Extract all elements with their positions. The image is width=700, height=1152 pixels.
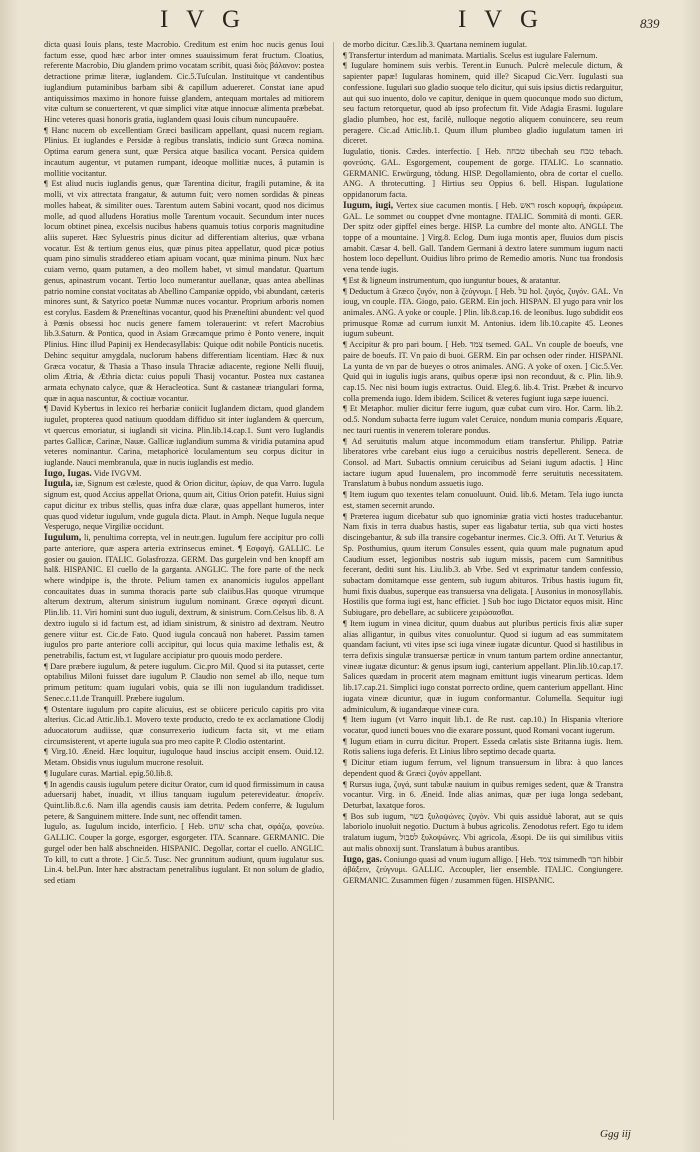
dictionary-entry [343,276,623,287]
running-head-left: I V G [160,6,247,33]
printer-signature: Ggg iij [600,1128,631,1140]
entry-text: ¶ Bos sub iugum, בשר ξυλοψώνες ζυγόν. Vbi quis assiduè laborat, aut se quis laboriolo inuoluit negotio. Ductum à bubus agricolis. Zenodotus refert. Ego tu idem tralatum iugum, לסבול ξυλοψώνες. Vbi agricola, Æsopi. De iis qui similibus vitiis aut malis obnoxij sunt. Translatum à bubus arantibus. [343,811,623,853]
dictionary-entry [343,61,623,147]
dictionary-entry [343,51,623,62]
entry-text: ¶ Hanc nucem ob excellentiam Græci basilicam appellant, quasi nucem regiam. Plinius. Et iuglandes e Persidæ à regibus translatis, indicio sunt Græca nomina. Optima earum genera sunt, quæ Persica atque basilica vocant. Persica quidem incautum augentur, vt putamen rumpant, ideoque mollitiæ nuces, â putamin is mollitie vocitantur. [44,125,324,178]
dictionary-entry [343,715,623,736]
dictionary-entry [343,437,623,491]
entry-text: ¶ Deductum à Græco ζυγόν, non à ζεύγνυμι. [ Heb. על hol. ζυγός, ζυγόν. GAL. Vn ioug, vn couple. ITA. Giogo, paio. GERM. Ein joch. HISPAN. El yugo para vnir los animales. ANG. A yoke or couple. ] Plin. lib.8.cap.16. de leonibus. Iugo subdidit eos primusque Romæ ad currum iunxit M. Antonius. idem lib.10.capite 45. Leones iugum subeunt. [343,286,623,339]
dictionary-entry [44,179,324,404]
dictionary-entry [343,287,623,341]
dictionary-entry [44,40,324,126]
right-column [343,40,623,1125]
dictionary-entry [343,40,623,51]
page-number: 839 [640,16,660,31]
dictionary-entry [343,512,623,619]
dictionary-entry [44,822,324,886]
entry-text: Iugulo, as. Iugulum incido, interficio. [ Heb. שחט scha chat, σφάζω, φονεύω. GALLIC. Couper la gorge, esgorger, esgorgeter. ITA. Scannare. GERMANIC. Die gurgel oder ben halß abschneiden. HISPANIC. Degollar, cortar el cuello. ANGLIC. To kill, to cutt a throte. ] Cic.5. Tusc. Nec grunnitum audiunt, quum iugulatur sus. Lin.4. bel.Pun. Inter hæc abstractam penetralibus iugulant. Et non solum de gladio, sed etiam [44,822,324,886]
dictionary-entry [343,147,623,201]
entry-lemma: Iugo, Iugas. [44,468,92,479]
entry-text: ¶ Item iugum quo texentes telam conuoluunt. Ouid. lib.6. Metam. Tela iugo iuncta est, stamen secernit arundo. [343,490,623,510]
entry-text: ¶ Dare præbere iugulum, & petere iugulum. Cic.pro Mil. Quod si ita putasset, certe optabilius Miloni fuisset dare iugulum P. Claudio non semel ab illo, neque tum primum petitum: quam iugulari vobis, quia se illi non iugulandum tradidisset. Senec.c.11.de Tranquill. Præbere iugulum. [44,661,324,703]
entry-text: ¶ Accipitur & pro pari boum. [ Heb. צמד tsemed. GAL. Vn couple de boeufs, vne paire de boeufs. IT. Vn paio di buoi. GERM. Ein par ochsen oder rinder. HISPANI. La yunta de vn par de bueyes o otros animales. ANG. A yoke of oxen. ] Cic.5.Ver. Quid qui in iugulis iugis arans, quibus operæ ipsi non reconduut, & c. Plin. lib.9. cap.15. Nec nisi boum iugis extractus. Ouid. Eleg.6. lib.4. Trist. Præbet & incurvo colla premenda iugo. Idem ibidem. Scilicet & veteres fugiunt iuga sæpe iuuenci. [343,340,623,403]
entry-text: ¶ Iugum etiam in curru dicitur. Propert. Esseda cælatis siste Britanna iugis. Item. Rotis saliens iuga deferis. Et Linius libro septimo decade quarta. [343,736,623,757]
column-divider [333,42,334,1120]
entry-text: ¶ Iugulare hominem suis verbis. Terent.in Eunuch. Pulcrè melecule dictum, & sapienter papæ! Iugularas hominem, quid ille? Sicapud Cic.Verr. Iugulasti sua confessione. Iugulari suo gladio suoque telo dicitur, qui suis ipsius dictis redarguitur, aut qui suo inuento, dolo ve capitur, denique in quem quocunque modo suo dictum, seu factum retorquetur, quod ab ipso profectum fit. Vide Adagia Erasmi. Iugulare gladio plumbeo, hoc est, facilè, nulloque negotio aliquem conuincere, seu reum peragere. Cic.ad Attic.lib.1. Quum illum plumbeo gladio iugulatum tamen iri diceret. [343,61,623,146]
running-head-right: I V G [458,6,545,33]
entry-text: ¶ David Kybertus in lexico rei herbariæ coniicit Iuglandem dictam, quod glandem iugulet, propterea quod natiuum quoddam diffiduo sit inter iuglandem & quercum, vt quercus emoriatur, si iuglandi sit vicina. Plin.lib.14.cap.1. Sunt vero Iuglandis partes Gallicæ, Carinæ, Nauæ. Gallicæ iuglandium summa & viridia putamina apud veteres nominantur. Carina, metaphoricè loculamentum seu corpus dicitur in iuglande. Nauci membranula, quæ in nucis iuglandis est medio. [44,404,324,468]
entry-text: li, penultima correpta, vel in neutr.gen. Iugulum fere accipitur pro colli parte anteriore, quæ aspera arteria extrinsecus eminet. ¶ Εσφαγή. GALLIC. Le gosier ou gauion. ITALIC. Golasfrozza. GERM. Das gurgelein vnd ben knopff am halß. HISPANIC. El cuello de la garganta. ANGLIC. The fore parte of the neck where windpipe is, the throte. Pelium tamen ex ananomicis iugulos appellant concauitates duas in summa thoracis parte sub claiibus.Has quoque vtrumque alterum dextrum, alterum sinistrum iugulum nominant. Græce σφαγαὶ dicunt. Plin.lib. 11. Viri homini sunt duo iuguli, dextrum, & sinistrum. Corn.Celsus lib. 8. A dextro iugulo si id factum est, ad idiam sinistrum, & sinistro ad dextram. Neutro genere viitur est. Cic.de Fato. Quod iugula concauâ non haberet. Passim tamen iugulos pro parte anteriore colli accipitur, qui locus quia maxime lethalis est, & penetrabilis, factum est, vt Iugulare accipiatur pro quouis modo perdere. [44,533,324,660]
dictionary-entry [44,662,324,705]
dictionary-entry [44,747,324,768]
dictionary-entry [44,479,324,533]
entry-text: ¶ In agendis causis iugulum petere dicitur Orator, cum id quod firmissimum in causa aduersarij habet, inuadit, vt illius tanquam iugulum peterevideatur. ἀπορεῖν. Quint.lib.8.c.6. Nam illa agendis causis iam detrita. Pedem conferre, & Iugulum petere, & Sanguinem mittere. Inde sunt, nec offendit tamen. [44,779,324,821]
entry-text: ¶ Ostentare iugulum pro capite alicuius, est se obiicere periculo capitis pro vita alterius. Cic.ad Attic.lib.1. Movero texte producto, credo te ex acclamatione Clodij aduocatorum audiisse, quæ consurrexerio iudicum facta sit, vt me etiam circumsisterent, vt aperte iugula sua pro meo capite P. Clodio ostentarint. [44,704,324,746]
entry-text: de morbo dicitur. Cæs.lib.3. Quartana neminem iugulat. [343,40,527,49]
entry-text: ¶ Rursus iuga, ζυγά, sunt tabulæ nauium in quibus remiges sedent, quæ & Transtra vocantur. Virg. in 6. Æneid. Inde alias animas, quæ per iuga longa sedebant, Deturbat, laxatque foros. [343,779,623,811]
entry-lemma: Iugulum, [44,533,82,544]
dictionary-entry [343,758,623,779]
dictionary-entry [343,619,623,715]
left-column [44,40,324,1125]
entry-text: ¶ Item iugum (vt Varro inquit lib.1. de Re rust. cap.10.) In Hispania vlteriore vocatur, quod iuncti boues vno die exarare possunt, quod Romani vocant iugerum. [343,715,623,735]
dictionary-entry [44,469,324,480]
entry-text: ¶ Et Metaphor. mulier dicitur ferre iugum, quæ cubat cum viro. Hor. Carm. lib.2. od.5. Nondum subacta ferre iugum valet Ceruice, nondum munia comparis Æquare, nec tauri ruentis in venerem tolerare pondus. [343,404,623,435]
entry-text: Vertex siue cacumen montis. [ Heb. ראש rosch κορυφή, ἀκρώρεια. GAL. Le sommet ou couppet d'vne montagne. ITALIC. Sommità di monti. GER. Der spitz oder gipffel eines berge. HISP. La cumbre del monte alto. ANGLI. The toppe of a mountaine. ] Virg.8. Eclog. Dum iuga montis aper, fluuios dum piscis amabit. Cæsar 4. bell. Gall. Tandem Germani à dextro latere summum iugum nacti hostem loco depellunt. Ouidius libro primo de Remedio amoris. Nunc tua frondosis vena tende iugis. [343,200,623,275]
entry-lemma: Iugo, gas. [343,854,382,865]
entry-lemma: Iugula, [44,479,73,490]
entry-lemma: Iugum, iugi, [343,200,394,211]
entry-text: ¶ Ad seruitutis malum atque incommodum etiam transfertur. Philipp. Patriæ liberatores vrbe carebant eius iugo a ceruicibus nostris depellerent. Seneca. de Consol. ad Mart. Subactis omnium ceruicibus ad Seiani iugum adactis. ] Hinc iactare iugum apud Iuuenalem, pro incommodè ferre seruitutis necessitatem. Translatum à bubus nondum assuetis iugo. [343,436,623,489]
entry-text: ¶ Virg.10. Æneid. Hæc loquitur, iuguloque haud inscius accipit ensem. Ouid.12. Metam. Obsidis vnus iugulum mucrone resoluit. [44,747,324,768]
entry-text: ¶ Dicitur etiam iugum ferrum, vel lignum transuersum in libra: à quo lances dependent quod & Græci ζυγόν appellant. [343,758,623,778]
entry-text: ¶ Iugulare curas. Martial. epig.50.lib.8. [44,768,173,778]
dictionary-entry [44,769,324,780]
entry-text: ¶ Item iugum in vinea dicitur, quum duabus aut pluribus perticis fixis aliæ super alias alligantur, in quibus vites conuoluntur. Quod si iugum ad eas summitatem quandam faciunt, vti vites ipse sci iuga vineæ iugatæ dicuntur. Quod si hastilibus in terra defixis singulæ transuersæ perticæ in vnum tantum partem ordine annectantur, vineæ iugatæ dicuntur: & genus ipsum iugi, canterium appellant. Plin.lib.10.cap.17. Salices quædam in procerit atem magnam emittunt iugis vinearum perticas. Idem lib.17.cap.21. Simplici iugo constat porrecto ordine, quem canterium appellant. Hinc iugata vineæ dicuntur, quæ in iugum conformantur. Columella. Sequitur iugi adminiculum, & iugandæque vineæ cura. [343,618,623,714]
entry-text: Iugulatio, tionis. Cædes. interfectio. [ Heb. טבחה tibechah seu טבח tebach. φονεύσις. GAL. Esgorgement, coupement de gorge. ITALIC. Lo scannatio. GERMANIC. Erwürgung, tödung. HISP. Degollamiento, obra de cortar el cuello. ANG. A throtecutting. ] Hirtius seu Oppius 6. bell. Hispan. Iugulatione oppidanorum facta. [343,147,623,200]
dictionary-entry [343,737,623,758]
dictionary-entry [343,855,623,887]
dictionary-entry [343,404,623,436]
entry-text: Vide IVGVM. [93,468,142,478]
dictionary-entry [44,126,324,180]
dictionary-entry [343,490,623,511]
entry-text: ¶ Præterea iugum dicebatur sub quo ignominiæ gratia victi hostes traducebantur. Nam fixis in terra duabus hastis, super eas ligabatur tertia, sub qua victi hostes discingebantur, & sub illa transire cogebantur inermes. Cic.3. Offi. At T. Veturius & Sp. Posthumius, quum iterum Consules essent, quia quum male pugnatum apud Caudium esset, legionibus nostris sub iugum missis, pacem cum Samnitibus fecerant, dediti sunt his. Liu.lib.3. ab Vrbe. Sed vt exprimatur tandem confessio, subactam domitamque esse gentem, sub iugum abituros. Tribus hastis iugum fit, humi fixis duabus, superque eas transuersa vna deligata. [ Ausonius in monosyllabis. Hostilis que forma iugi est, hanc efficiet. ] Sub hoc iugo Dictator equos misit. Hinc Subiugare, pro debellare, ac subiicere χειρώσασθαι. [343,511,623,618]
dictionary-entry [343,780,623,812]
dictionary-entry [44,780,324,823]
entry-text: ¶ Transfertur interdum ad manimata. Martialis. Scelus est iugulare Falernum. [343,50,598,60]
dictionary-entry [343,201,623,276]
dictionary-entry [343,812,623,855]
entry-text: ¶ Est & ligneum instrumentum, quo iunguntur boues, & aratantur. [343,275,561,285]
dictionary-entry [343,340,623,404]
dictionary-entry [44,533,324,662]
dictionary-entry [44,705,324,748]
entry-text: iæ, Signum est cæleste, quod & Orion dicitur, ὠρίων, de qua Varro. Iugula signum est, quod Accius appellat Oriona, quum ait, Citius Orion patefit. Huius signi caput dicitur ex tribus stellis, quas infra duæ claræ, quas appellant humeros, inter quas quod videtur iugulum, vnde gugula dicta. Plaut. in Amph. Neque Iugula neque Vesperugo, neque Virgiliæ occidunt. [44,479,324,532]
dictionary-entry [44,404,324,468]
running-head [0,6,700,36]
entry-text: dicta quasi Iouis plans, teste Macrobio. Creditum est enim hoc nucis genus Ioui factum esse, quod hæc arbor inter omnes suauissimum ferat fructum. Cloatius, referente Macrobio, Diu glandem primo vocatam scribit, quasi διὸς βάλανον: postea detractione primæ literæ, iuglandem. Cic.5.Tuſculan. Instituitque vt candentibus iuglandium putaminibus barbam sibi & capillum aduereret. Constat iane apud antiquissimos maximo in honore fuisse glandem, antequam mortales ad mitiorem vitæ cultum se conuerterent, vt quæ simplici vitæ atque innocuæ alimenta præbebat. Hinc veteres quasi honoris gratia, iuglandem quasi Iouis cibum nuncupauêre. [44,40,324,125]
entry-text: Coniungo quasi ad vnum iugum alligo. [ Heb. צמד tsimmedh חבר hibbir ἀβάξειν, ζεύγνυμι. GALLIC. Accoupler, lier ensemble. ITALIC. Congiungere. GERMANIC. Zusammen fügen / zusammen fügen. HISPANIC. [343,854,623,886]
entry-text: ¶ Est aliud nucis iuglandis genus, quæ Tarentina dicitur, fragili putamine, & ita molli, vt vix attrectata frangatur, & autumn fuit; vero nomen sordidas & pineas molles habeat, & similiter oues. Tarentum autem Sabini vocant, quod nos dicimus molle, ad quod alludens Horatius molle Tarentum vocauit. Secundum inter nuces locum obtinet pinea, excelsis nucibus habens quamuis totius corporis magnitudine aliis superet. Hæc Syluestris pinus dicitur ad differentiam alterius, quæ vrbana vocatur. Est & tertium genus eius, quæ pinus pitea appellatur, quod picæ potius quam pino simulis straddereo etiam apiuam vocant, quæ minima pinum. Nux hæc cuiam verno, quam putamen, a deo mollem habet, vt simul mandatur. Quartum genus, apinastrum vocant. Tertio loco numerantur auellanæ, quas antea abellinas patrio nomine constat vocitatas ab Abellino Campaniæ oppido, vbi abundant, cæteris minores sunt, & Satyrico poetæ Nummæ nuces vocantur. Proprium arboris nomen est corylus. Easdem & Præneſtinas vocantur, quod his Præneſtini abundent: vel quod à Pœnis obsessi hoc nucis genere famem tolerauerint: vt refert Macrobius lib.3.Saturn. & Pontica, quod in Asiam Græcamque primo è Ponto venere, inquit Plinius. Hinc illud Papinij ex Hendecasyllabis: Quique odit nobile Ponticis nucetis. Dehinc sequitur amygdala, nuclorum habens differentiam licentiam. Hæc & nux Græca vocatur, & Thasia a Thaso insula Thraciæ adiacente, regione Nelli fluuij, olim Ætria, & Æthria dicta: cuius populi Thasij vocantur. Postea nux castanea armata echynato calyce, quæ & Heracleotica. Sunt & castaneæ triangulari forma, quæ in aqua nascuntur, & coctiuæ vocantur. [44,179,324,403]
